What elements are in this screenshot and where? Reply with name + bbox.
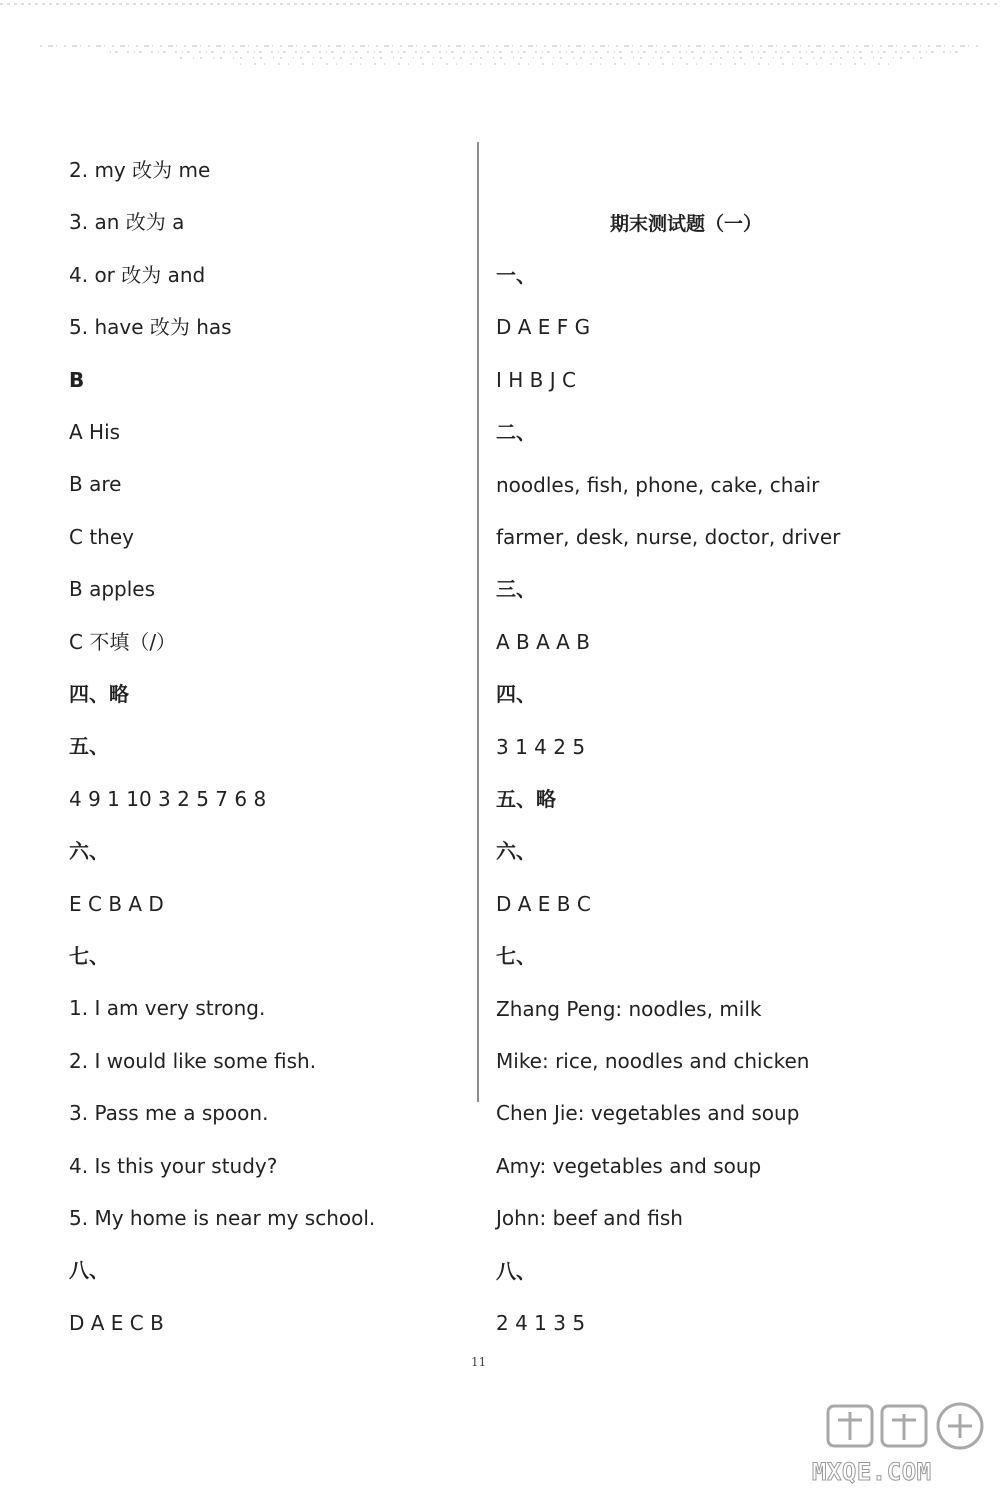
section-heading: 四、 bbox=[496, 682, 536, 707]
section-heading: 八、 bbox=[496, 1258, 536, 1283]
answer-line: C 不填（/） bbox=[69, 629, 177, 654]
answer-line: D A E C B bbox=[69, 1310, 164, 1335]
section-heading: 一、 bbox=[496, 263, 536, 287]
answer-line: 3. Pass me a spoon. bbox=[69, 1101, 269, 1126]
answer-line: 5. My home is near my school. bbox=[69, 1206, 376, 1230]
scan-noise-top bbox=[0, 0, 1000, 80]
answer-line: 5. have 改为 has bbox=[69, 315, 232, 340]
section-heading: 五、略 bbox=[496, 787, 556, 811]
answer-line: I H B J C bbox=[496, 367, 576, 392]
answer-line: 4. or 改为 and bbox=[69, 262, 206, 287]
section-heading: 五、 bbox=[69, 734, 109, 759]
section-heading: 六、 bbox=[69, 839, 109, 864]
answer-line: 2. my 改为 me bbox=[69, 158, 211, 182]
page-number: 11 bbox=[471, 1355, 487, 1369]
answer-line: E C B A D bbox=[69, 891, 164, 916]
answer-line: D A E F G bbox=[496, 315, 591, 340]
answer-line: Zhang Peng: noodles, milk bbox=[496, 996, 762, 1021]
answer-line: noodles, fish, phone, cake, chair bbox=[496, 472, 820, 497]
answer-line: John: beef and fish bbox=[496, 1206, 683, 1231]
section-heading: 八、 bbox=[69, 1258, 109, 1283]
section-heading: 七、 bbox=[69, 944, 109, 968]
section-heading: 七、 bbox=[496, 944, 536, 969]
section-heading: 四、略 bbox=[69, 682, 129, 706]
answer-line: A His bbox=[69, 420, 121, 444]
answer-line: Mike: rice, noodles and chicken bbox=[496, 1049, 810, 1073]
answer-line: Amy: vegetables and soup bbox=[496, 1153, 762, 1178]
exam-title: 期末测试题（一） bbox=[610, 213, 763, 235]
answer-line: B are bbox=[69, 472, 122, 497]
answer-line: A B A A B bbox=[496, 629, 590, 654]
answer-line: 4 9 1 10 3 2 5 7 6 8 bbox=[69, 786, 267, 811]
answer-line: 3. an 改为 a bbox=[69, 210, 185, 235]
answer-line: 1. I am very strong. bbox=[69, 996, 266, 1021]
answer-line: C they bbox=[69, 524, 134, 549]
answer-line: 2. I would like some fish. bbox=[69, 1048, 317, 1073]
answer-line: 3 1 4 2 5 bbox=[496, 734, 586, 759]
section-heading: 六、 bbox=[496, 839, 536, 864]
watermark-domain: MXQE.COM bbox=[812, 1458, 932, 1486]
answer-line: Chen Jie: vegetables and soup bbox=[496, 1101, 800, 1126]
answer-line: B apples bbox=[69, 577, 156, 602]
answer-line: farmer, desk, nurse, doctor, driver bbox=[496, 525, 841, 549]
answer-line: 2 4 1 3 5 bbox=[496, 1311, 586, 1335]
answer-line: D A E B C bbox=[496, 891, 591, 916]
section-heading: 三、 bbox=[496, 577, 536, 602]
answer-line: 4. Is this your study? bbox=[69, 1153, 278, 1178]
section-heading: B bbox=[69, 367, 85, 392]
section-heading: 二、 bbox=[496, 420, 536, 445]
column-divider bbox=[477, 142, 479, 1102]
